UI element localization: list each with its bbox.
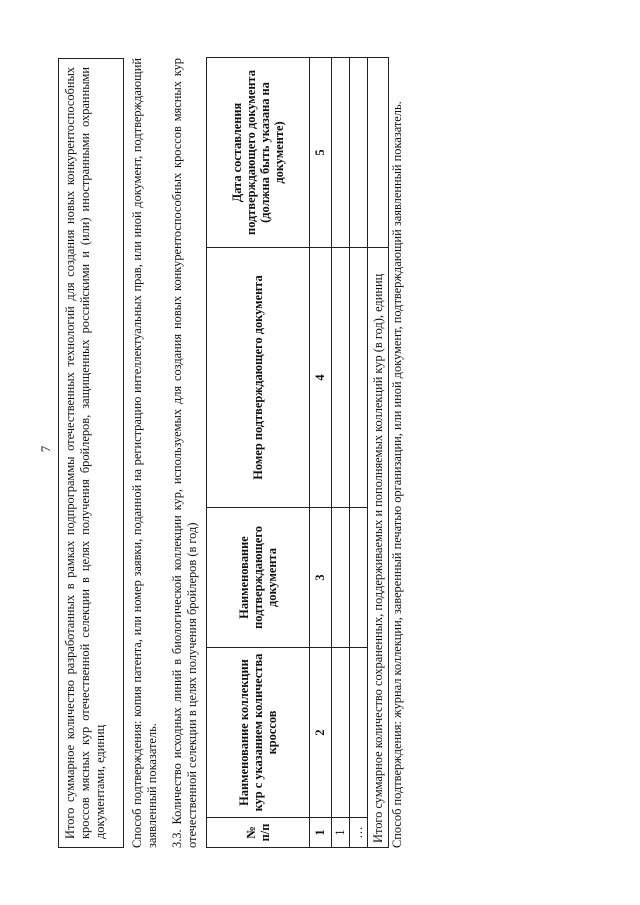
section-3-3-heading: 3.3. Количество исходных линий в биологической коллекции кур, используемых для создания новых конкурентоспособных кроссов мясных кур отечественной селекции в целях получения бройлеров (в год) <box>170 58 199 848</box>
column-number: 4 <box>310 248 332 508</box>
table-footer-value <box>368 58 389 248</box>
confirmation-method-patent: Способ подтверждения: копия патента, или номер заявки, поданной на регистрацию интеллектуальных прав, или иной документ, подтверждающий заявленный показатель. <box>130 58 159 848</box>
table-cell <box>332 508 350 648</box>
header-document-number: Номер подтверждающего документа <box>207 248 310 508</box>
table-footer-label: Итого суммарное количество сохраненных, поддерживаемых и пополняемых коллекций кур (в год), единиц <box>368 248 389 848</box>
table-column-numbers-row <box>310 58 332 848</box>
page-number: 7 <box>38 445 53 453</box>
header-document-date: Дата составления подтверждающего документа (должна быть указана на документе) <box>207 58 310 248</box>
column-number: 3 <box>310 508 332 648</box>
header-collection-name: Наименование коллекции кур с указанием количества кроссов <box>207 648 310 818</box>
table-cell <box>332 248 350 508</box>
collection-table <box>206 57 389 848</box>
table-cell <box>350 58 368 248</box>
total-technologies-box: Итого суммарное количество разработанных в рамках подпрограммы отечественных технологий для создания новых конкурентоспособных кроссов мясных кур отечественной селекции в целях получения бройлеров, защищенных российскими и (или) иностранными охранными документами, единиц <box>58 58 124 848</box>
header-number: № п/п <box>207 818 310 848</box>
row-number: 1 <box>332 818 350 848</box>
column-number: 1 <box>310 818 332 848</box>
row-number: … <box>350 818 368 848</box>
table-header-row <box>207 58 310 848</box>
table-row <box>350 58 368 848</box>
table-cell <box>350 248 368 508</box>
rotated-page-content <box>50 58 610 848</box>
table-cell <box>350 648 368 818</box>
table-cell <box>332 648 350 818</box>
header-document-name: Наименование подтверждающего документа <box>207 508 310 648</box>
confirmation-method-journal: Способ подтверждения: журнал коллекции, заверенный печатью организации, или иной документ, подтверждающий заявленный показатель. <box>390 101 404 848</box>
column-number: 5 <box>310 58 332 248</box>
table-row <box>332 58 350 848</box>
table-footer-row <box>368 58 389 848</box>
table-cell <box>332 58 350 248</box>
table-cell <box>350 508 368 648</box>
column-number: 2 <box>310 648 332 818</box>
